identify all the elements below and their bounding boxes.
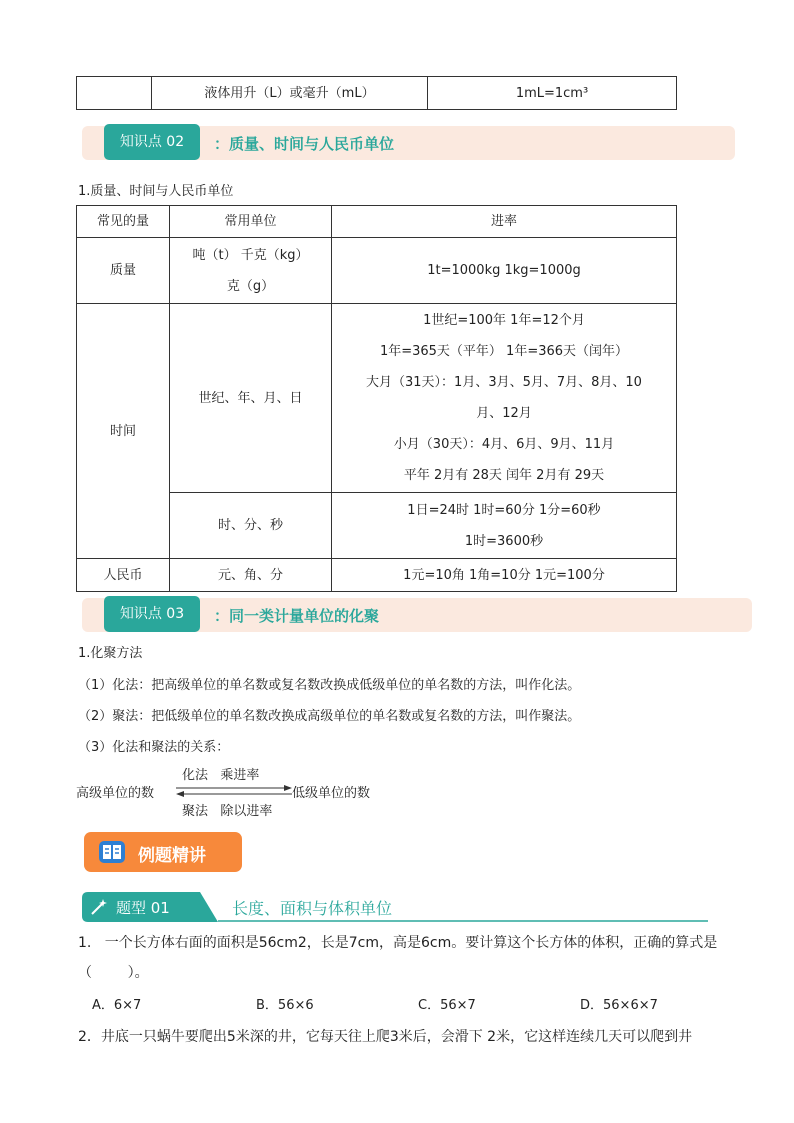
example-banner — [84, 832, 242, 872]
time-rate-line: 小月（30天）：4月、6月、9月、11月 — [393, 437, 615, 452]
mass-rate: 1t=1000kg 1kg=1000g — [332, 238, 677, 304]
conversion-item-3: （3）化法和聚法的关系： — [78, 740, 230, 755]
diagram-arrows-icon — [174, 784, 294, 798]
diagram-top-label: 化法 乘进率 — [182, 768, 260, 783]
time-rate-line: 平年 2月有 28天 闰年 2月有 29天 — [403, 468, 605, 483]
top-table-liquid-rate: 1mL=1cm³ — [428, 77, 677, 110]
magic-wand-icon — [90, 898, 108, 916]
time-rate-line: 大月（31天）：1月、3月、5月、7月、8月、10 — [366, 375, 642, 390]
header-rate: 进率 — [332, 206, 677, 238]
q1-option-c: C．56×7 — [418, 998, 476, 1013]
rmb-unit: 元、角、分 — [170, 559, 332, 592]
mass-unit-line2: 克（g） — [226, 278, 275, 294]
q2-line1: 2．井底一只蜗牛要爬出5米深的井，它每天往上爬3米后，会滑下 2米，它这样连续几天可以爬到井 — [78, 1029, 693, 1045]
top-table — [76, 76, 677, 110]
kp02-title: ：质量、时间与人民币单位 — [214, 135, 395, 153]
kp02-tag: 知识点 02 — [104, 124, 200, 160]
mass-name: 质量 — [77, 238, 170, 304]
mass-time-intro: 1.质量、时间与人民币单位 — [78, 184, 234, 199]
type01-tag: 题型 01 — [116, 899, 170, 917]
header-quantity: 常见的量 — [77, 206, 170, 238]
q1-option-b: B．56×6 — [256, 998, 314, 1013]
top-table-empty-cell — [77, 77, 152, 110]
q1-option-a: A．6×7 — [92, 998, 142, 1013]
mass-unit-line1: 吨（t） 千克（kg） — [192, 247, 309, 263]
q1-line2: （ ）。 — [78, 965, 149, 981]
top-table-liquid-unit: 液体用升（L）或毫升（mL） — [152, 77, 428, 110]
type01-title: 长度、面积与体积单位 — [232, 899, 393, 918]
time-rate-line: 1年=365天（平年） 1年=366天（闰年） — [379, 344, 629, 359]
conversion-diagram — [76, 764, 406, 820]
header-unit: 常用单位 — [170, 206, 332, 238]
q1-line1: 1. 一个长方体右面的面积是56cm2，长是7cm，高是6cm。要计算这个长方体的体积，正确的算式是 — [78, 935, 718, 951]
kp03-tag: 知识点 03 — [104, 596, 200, 632]
kp03-title: ：同一类计量单位的化聚 — [214, 607, 380, 625]
time-name: 时间 — [77, 304, 170, 559]
type01-shape — [82, 892, 708, 922]
example-banner-label: 例题精讲 — [138, 846, 206, 866]
time-rate-line: 1世纪=100年 1年=12个月 — [423, 313, 585, 328]
q1-option-d: D．56×6×7 — [580, 998, 658, 1013]
conversion-item-1: （1）化法：把高级单位的单名数或复名数改换成低级单位的单名数的方法，叫作化法。 — [78, 678, 581, 693]
units-table — [76, 205, 677, 592]
book-icon — [98, 840, 126, 864]
diagram-right-label: 低级单位的数 — [292, 786, 371, 801]
rmb-rate: 1元=10角 1角=10分 1元=100分 — [332, 559, 677, 592]
conversion-item-2: （2）聚法：把低级单位的单名数改换成高级单位的单名数或复名数的方法，叫作聚法。 — [78, 709, 581, 724]
time-rate-b — [332, 493, 677, 559]
type01-bar — [82, 892, 708, 922]
time-unit-b: 时、分、秒 — [170, 493, 332, 559]
time-rate-a — [332, 304, 677, 493]
time-rate-line: 月、12月 — [476, 406, 532, 421]
conversion-heading: 1.化聚方法 — [78, 646, 143, 661]
time-unit-a: 世纪、年、月、日 — [170, 304, 332, 493]
rmb-name: 人民币 — [77, 559, 170, 592]
diagram-bottom-label: 聚法 除以进率 — [182, 804, 273, 819]
time-rate-line: 1日=24时 1时=60分 1分=60秒 — [407, 502, 601, 518]
time-rate-line: 1时=3600秒 — [464, 533, 544, 549]
mass-unit — [170, 238, 332, 304]
diagram-left-label: 高级单位的数 — [76, 786, 155, 801]
